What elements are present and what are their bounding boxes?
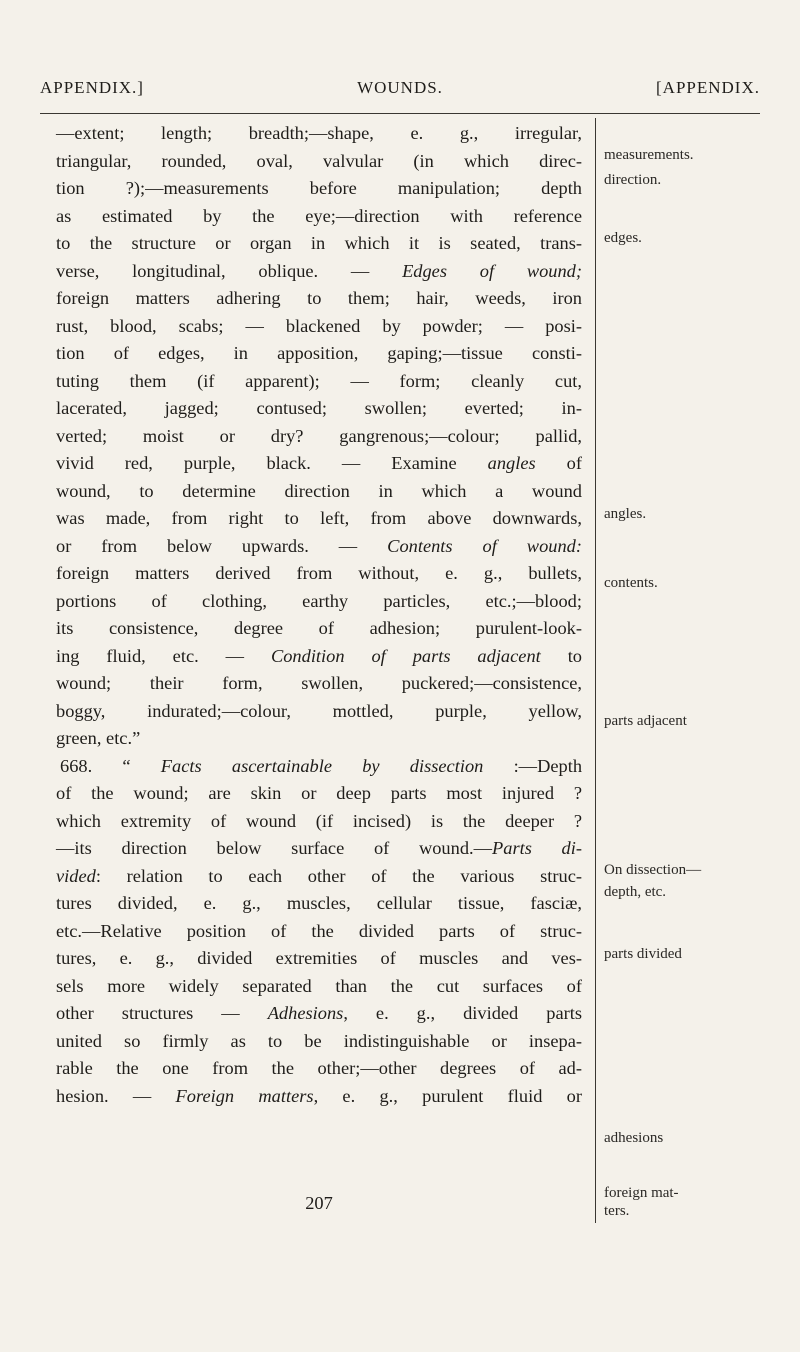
text-line (56, 1000, 582, 1028)
header-rule (40, 113, 760, 114)
text-span: verse, longitudinal, oblique. — (56, 260, 403, 281)
text-span: wound, to determine direction in which a wound (56, 480, 582, 501)
text-line (56, 120, 582, 148)
margin-note: parts adjacent (604, 713, 687, 729)
text-span: etc.—Relative position of the divided parts of struc- (56, 920, 582, 941)
text-line (56, 615, 582, 643)
text-line (56, 725, 582, 753)
italic-span: Foreign matters (175, 1085, 314, 1106)
text-span: was made, from right to left, from above downwards, (56, 508, 582, 528)
text-span: triangular, rounded, oval, valvular (in which direc- (56, 150, 582, 171)
italic-span: Adhesions (267, 1003, 344, 1023)
text-line (56, 835, 582, 863)
margin-note: contents. (604, 575, 658, 591)
text-line (56, 478, 582, 506)
text-line (56, 863, 582, 891)
text-line (56, 808, 582, 836)
margin-note: foreign mat- (604, 1185, 679, 1201)
text-span: , e. g., divided parts (343, 1003, 582, 1023)
text-line (56, 945, 582, 973)
margin-note: angles. (604, 506, 647, 522)
margin-note: On dissection— (604, 862, 702, 878)
margin-rule (595, 118, 596, 1223)
margin-note: adhesions (604, 1130, 664, 1146)
text-span: tion ?);—measurements before manipulation; depth (56, 178, 582, 198)
italic-span: Contents of wound: (387, 535, 582, 556)
text-span: green, etc.” (56, 728, 141, 748)
text-line (56, 505, 582, 533)
text-span: of the wound; are skin or deep parts most injured ? (56, 783, 582, 803)
margin-note: ters. (604, 1203, 630, 1219)
text-span: other structures — (56, 1003, 268, 1023)
text-line (56, 285, 582, 313)
text-span: tuting them (if apparent); — form; cleanly cut, (56, 370, 582, 391)
text-line (56, 780, 582, 808)
text-span: united so firmly as to be indistinguishable or insepa- (56, 1030, 582, 1051)
text-span: to the structure or organ in which it is seated, trans- (56, 233, 582, 253)
text-span: which extremity of wound (if incised) is the deeper ? (56, 810, 582, 831)
text-line (56, 973, 582, 1001)
running-header (40, 78, 760, 102)
text-span: of (535, 453, 582, 473)
text-span: as estimated by the eye;—direction with reference (56, 205, 582, 226)
text-line (56, 368, 582, 396)
text-line (56, 1083, 582, 1111)
margin-note: edges. (604, 230, 642, 246)
text-span: , e. g., purulent fluid or (313, 1085, 582, 1106)
header-title: WOUNDS. (357, 78, 443, 97)
header-left: APPENDIX.] (40, 78, 144, 97)
text-line (56, 148, 582, 176)
text-span: wound; their form, swollen, puckered;—consistence, (56, 673, 582, 693)
text-span: or from below upwards. — (56, 535, 388, 556)
text-span: rable the one from the other;—other degrees of ad- (56, 1058, 582, 1078)
text-line (56, 450, 582, 478)
text-line (56, 588, 582, 616)
text-line (56, 643, 582, 671)
text-span: vivid red, purple, black. — Examine (56, 453, 488, 473)
text-span: tures, e. g., divided extremities of muscles and ves- (56, 948, 582, 968)
text-line (56, 890, 582, 918)
text-span: verted; moist or dry? gangrenous;—colour; pallid, (56, 425, 582, 446)
text-span: tures divided, e. g., muscles, cellular tissue, fasciæ, (56, 893, 582, 913)
body-text (56, 120, 582, 1110)
text-line (56, 670, 582, 698)
text-line (56, 698, 582, 726)
text-span: foreign matters adhering to them; hair, weeds, iron (56, 288, 582, 308)
italic-span: Edges of wound; (402, 260, 582, 281)
margin-note: depth, etc. (604, 884, 667, 900)
italic-span: angles (487, 453, 536, 473)
text-line (56, 918, 582, 946)
margin-note: measurements. (604, 147, 694, 163)
text-line (56, 258, 582, 286)
text-span: 668. “ (60, 755, 161, 776)
text-line (56, 395, 582, 423)
text-span: boggy, indurated;—colour, mottled, purple, yellow, (56, 700, 582, 721)
margin-note: direction. (604, 172, 662, 188)
text-line (56, 1055, 582, 1083)
text-span: foreign matters derived from without, e. g., bullets, (56, 563, 582, 583)
text-span: portions of clothing, earthy particles, etc.;—blood; (56, 590, 582, 611)
text-span: —its direction below surface of wound.— (56, 838, 493, 858)
text-span: : relation to each other of the various struc- (95, 865, 582, 886)
italic-span: vided (56, 865, 96, 886)
text-line (56, 753, 582, 781)
italic-span: Condition of parts adjacent (270, 645, 541, 666)
header-right: [APPENDIX. (656, 78, 760, 97)
text-line (56, 230, 582, 258)
text-line (56, 1028, 582, 1056)
text-line (56, 423, 582, 451)
text-span: :—Depth (483, 755, 583, 776)
text-line (56, 533, 582, 561)
text-span: rust, blood, scabs; — blackened by powder; — posi- (56, 315, 582, 336)
text-span: lacerated, jagged; contused; swollen; everted; in- (56, 398, 582, 418)
text-line (56, 203, 582, 231)
text-span: to (540, 645, 582, 666)
text-span: —extent; length; breadth;—shape, e. g., irregular, (56, 123, 582, 143)
text-span: tion of edges, in apposition, gaping;—tissue consti- (56, 343, 582, 363)
text-line (56, 340, 582, 368)
text-line (56, 560, 582, 588)
page-number: 207 (305, 1193, 333, 1213)
text-span: sels more widely separated than the cut surfaces of (56, 975, 582, 996)
text-span: ing fluid, etc. — (56, 645, 271, 666)
italic-span: Parts di- (492, 838, 582, 858)
italic-span: Facts ascertainable by dissection (160, 755, 484, 776)
text-span: hesion. — (56, 1085, 176, 1106)
text-span: its consistence, degree of adhesion; purulent-look- (56, 618, 582, 638)
text-line (56, 313, 582, 341)
text-line (56, 175, 582, 203)
margin-note: parts divided (604, 946, 682, 962)
